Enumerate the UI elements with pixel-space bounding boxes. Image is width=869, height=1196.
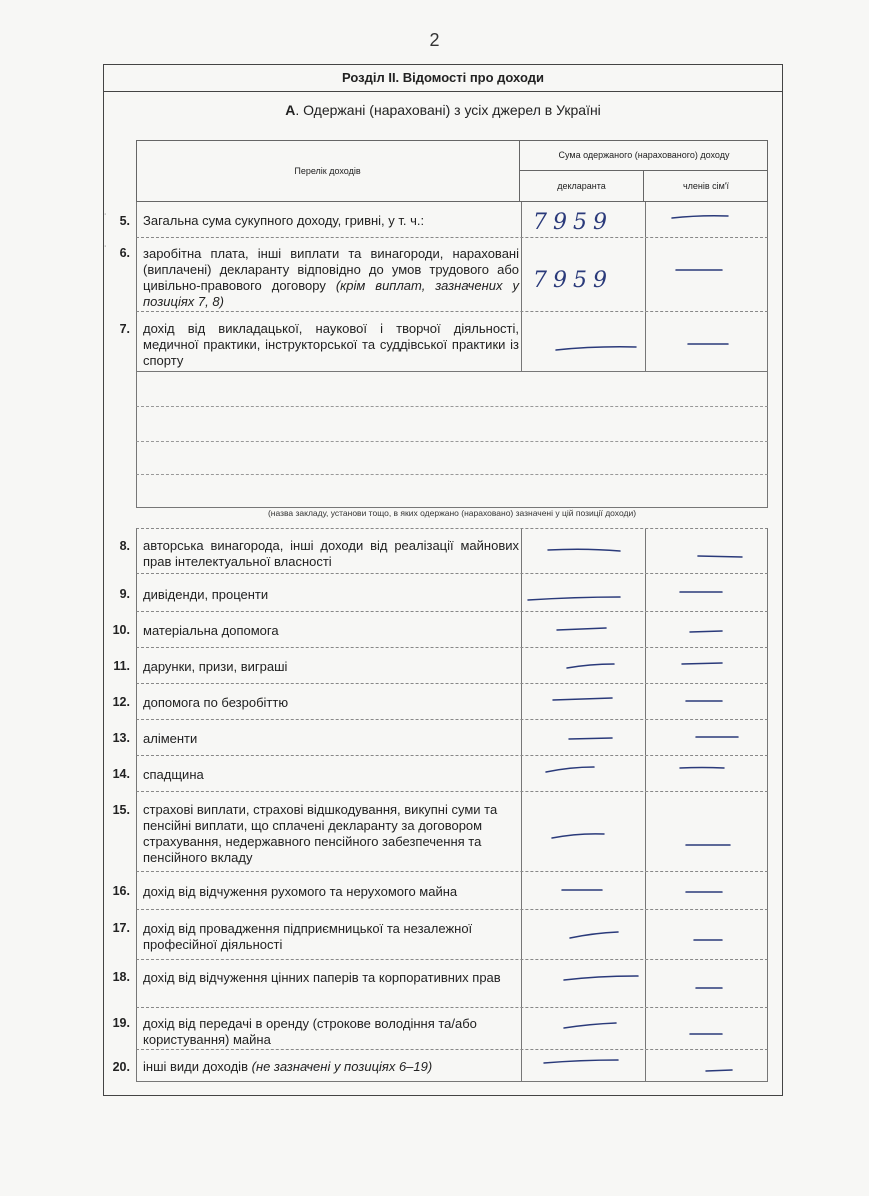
row-number: 16. bbox=[112, 884, 130, 898]
pen-dash bbox=[546, 767, 594, 772]
header-family: членів сім'ї bbox=[682, 181, 730, 191]
row-number: 9. bbox=[119, 587, 130, 601]
pen-dash bbox=[682, 663, 722, 664]
pen-dash bbox=[706, 1070, 732, 1071]
pen-dash bbox=[564, 976, 638, 980]
row-number: 15. bbox=[112, 803, 130, 817]
page-number: 2 bbox=[429, 30, 440, 50]
subsection-text: . Одержані (нараховані) з усіх джерел в Україні bbox=[295, 102, 601, 118]
pen-dash bbox=[570, 932, 618, 938]
pen-dash bbox=[569, 738, 612, 739]
row-text: дохід від викладацької, наукової і творчої діяльності, медичної практики, інструкторської та суддівської практики із спорту bbox=[143, 321, 519, 368]
pen-dash bbox=[528, 597, 620, 600]
row-number: 20. bbox=[112, 1060, 130, 1074]
row-text-main: інші види доходів bbox=[143, 1059, 248, 1074]
pen-tick: ˙ bbox=[104, 245, 108, 256]
pen-dash bbox=[556, 347, 636, 350]
pen-dash bbox=[680, 768, 724, 769]
pen-dash bbox=[672, 216, 728, 218]
row-text: дарунки, призи, виграші bbox=[143, 659, 288, 674]
handwritten-value: 7959 bbox=[533, 210, 613, 235]
pen-dash bbox=[552, 834, 604, 838]
row-text: дохід від провадження підприємницької та незалежної професійної діяльності bbox=[143, 921, 473, 952]
header-declarant: декларанта bbox=[520, 171, 644, 202]
subsection-letter: А bbox=[285, 102, 296, 118]
row-text: дохід від відчуження рухомого та нерухомого майна bbox=[143, 884, 458, 899]
row-text: допомога по безробіттю bbox=[143, 695, 289, 710]
row-text: спадщина bbox=[143, 767, 204, 782]
row-number: 7. bbox=[119, 322, 130, 336]
row-number: 13. bbox=[112, 731, 130, 745]
row-text-italic: (не зазначені у позиціях 6–19) bbox=[251, 1059, 433, 1074]
row-number: 5. bbox=[119, 214, 130, 228]
row-text: аліменти bbox=[143, 731, 198, 746]
header-income-list: Перелік доходів bbox=[136, 140, 520, 202]
pen-dash bbox=[564, 1023, 616, 1028]
row-text: Загальна сума сукупного доходу, гривні, у т. ч.: bbox=[143, 213, 425, 228]
row-text-italic: (крім виплат, зазначених у позиціях 7, 8) bbox=[143, 278, 519, 309]
row-text-main: заробітна плата, інші виплати та винагороди, нараховані (виплачені) декларанту відповідно до умов трудового або цивільно-правового договору bbox=[143, 246, 519, 293]
row-number: 14. bbox=[112, 767, 130, 781]
row-number: 17. bbox=[112, 921, 130, 935]
row-number: 8. bbox=[119, 539, 130, 553]
section-title: Розділ ІІ. Відомості про доходи bbox=[103, 64, 783, 92]
row-text: дохід від відчуження цінних паперів та корпоративних прав bbox=[143, 970, 501, 985]
pen-dash bbox=[544, 1060, 618, 1063]
row-text: авторська винагорода, інші доходи від реалізації майнових прав інтелектуальної власності bbox=[143, 538, 519, 569]
header-sum: Сума одержаного (нарахованого) доходу bbox=[520, 140, 768, 171]
pen-tick: ˙ bbox=[104, 213, 108, 224]
row-number: 11. bbox=[113, 659, 130, 673]
row-number: 6. bbox=[119, 246, 130, 260]
row-number: 10. bbox=[112, 623, 130, 637]
handwritten-value: 7959 bbox=[533, 268, 613, 293]
pen-dash bbox=[548, 549, 620, 551]
institution-note: (назва закладу, установи тощо, в яких одержано (нараховано) зазначені у цій позиції доходи) bbox=[267, 508, 637, 518]
row-number: 19. bbox=[112, 1016, 130, 1030]
row-text: дохід від передачі в оренду (строкове володіння та/або користування) майна bbox=[143, 1016, 477, 1047]
pen-dash bbox=[557, 628, 606, 630]
row-text: дивіденди, проценти bbox=[143, 587, 269, 602]
row-text: матеріальна допомога bbox=[143, 623, 279, 638]
row-number: 18. bbox=[112, 970, 130, 984]
pen-dash bbox=[698, 556, 742, 557]
row-text: страхові виплати, страхові відшкодування, викупні суми та пенсійні виплати, що сплачені декларанту за договором страхування, недержавного пенсійного забезпечення та пенсійного вкладу bbox=[143, 802, 498, 865]
pen-dash bbox=[567, 664, 614, 668]
row-number: 12. bbox=[112, 695, 130, 709]
pen-dash bbox=[690, 631, 722, 632]
pen-dash bbox=[553, 698, 612, 700]
